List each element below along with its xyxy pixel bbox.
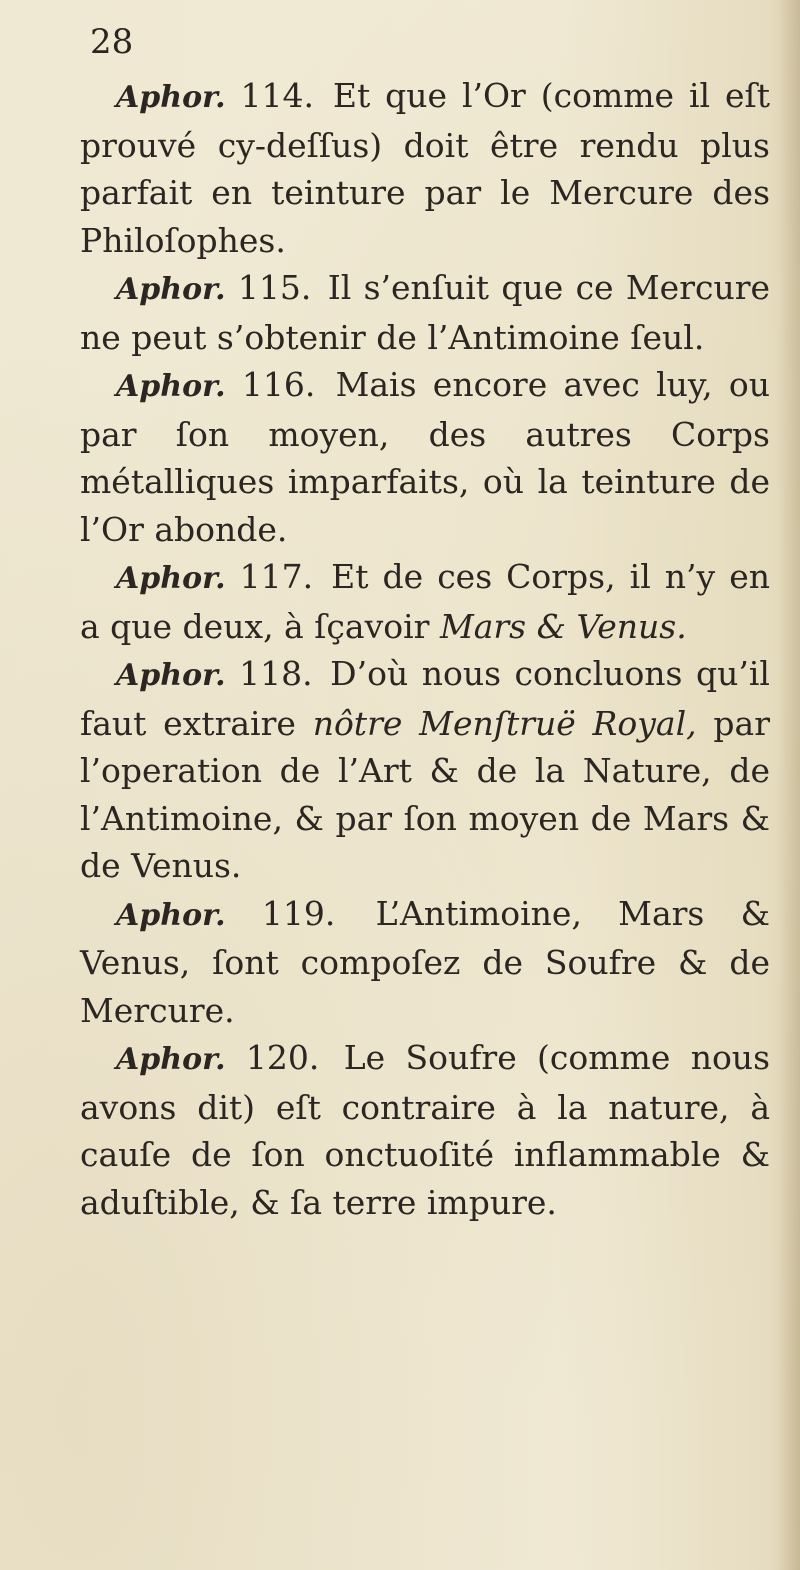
aphorism-text: Il s’enſuit que ce Mercure ne peut s’obtenir de l’Antimoine ſeul. [80,268,771,357]
aphorism-114 [80,72,770,264]
aphorism-number: 114. [240,76,314,115]
aphorism-number: 115. [237,268,312,307]
aphorism-label: Aphor. [116,272,226,307]
aphorism-number: 119. [261,893,336,933]
aphorism-number: 117. [239,557,314,596]
aphorism-text: Et que l’Or (comme il eſt prouvé cy-deſſus) doit être rendu plus parfait en teinture par le Mercure des Philoſophes. [80,76,770,260]
aphorism-label: Aphor. [116,897,226,933]
aphorism-number: 116. [241,365,316,404]
aphorism-119 [80,890,770,1035]
aphorism-text: L’Antimoine, Mars & Venus, ſont compoſez de Soufre & de Mercure. [80,893,770,1030]
aphorism-label: Aphor. [116,80,226,115]
aphorism-label: Aphor. [116,658,226,693]
aphorism-text: Le Soufre (comme nous avons dit) eſt contraire à la nature, à cauſe de ſon onctuoſité inflammable & aduſtible, & ſa terre impure. [80,1038,770,1222]
aphorism-italic-text: Mars & Venus. [439,606,687,646]
aphorism-label: Aphor. [116,561,226,596]
aphorism-text: Et de ces Corps, il n’y en a que deux, à ſçavoir [80,557,770,646]
aphorism-120 [80,1034,770,1226]
page-number: 28 [90,22,134,62]
aphorism-rest-text: par l’operation de l’Art & de la Nature, de l’Antimoine, & par ſon moyen de Mars & de Venus. [80,703,770,885]
text-block [80,72,770,1226]
aphorism-number: 120. [245,1038,320,1077]
aphorism-116 [80,361,770,553]
aphorism-117 [80,553,770,650]
aphorism-number: 118. [239,654,313,693]
page-edge-shadow [778,0,800,1570]
aphorism-118 [80,650,770,890]
aphorism-text: Mais encore avec luy, ou par ſon moyen, des autres Corps métalliques imparfaits, où la teinture de l’Or abonde. [80,365,771,549]
aphorism-italic-text: nôtre Menſtruë Royal, [312,703,697,743]
aphorism-label: Aphor. [116,369,226,404]
aphorism-label: Aphor. [116,1042,226,1077]
aphorism-115 [80,264,770,361]
aphorism-text: D’où nous concluons qu’il faut extraire [80,654,770,743]
